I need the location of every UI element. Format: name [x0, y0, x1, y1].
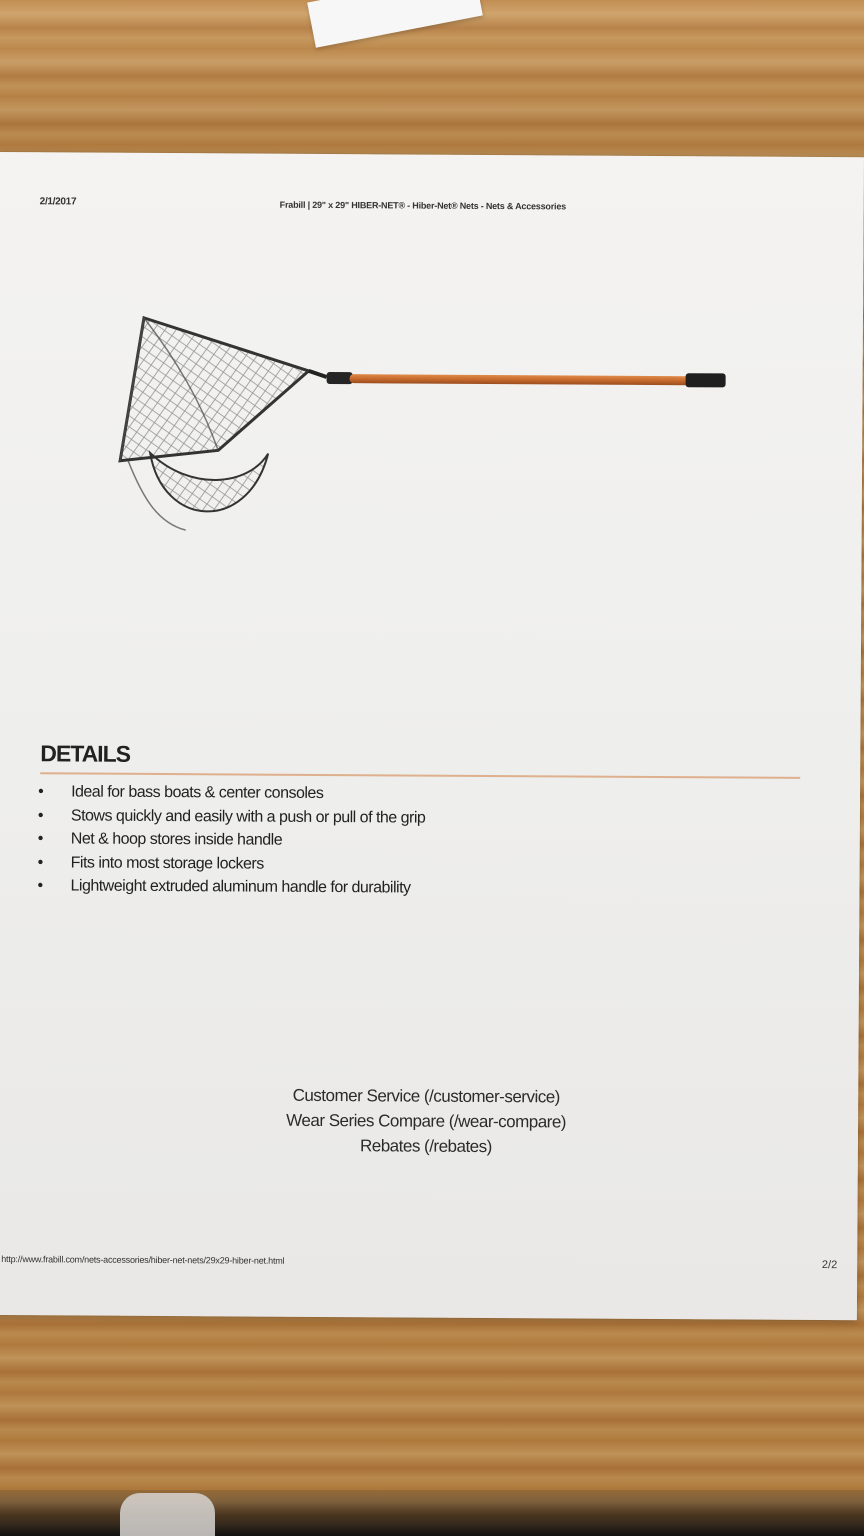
page-date: 2/1/2017	[39, 196, 77, 208]
details-item-storage-lockers: • Fits into most storage lockers	[38, 851, 426, 877]
details-item-stows-quickly: • Stows quickly and easily with a push or pull of the grip	[38, 804, 426, 830]
customer-service-link: Customer Service (/customer-service)	[292, 1085, 560, 1107]
details-divider	[40, 772, 800, 779]
details-item-aluminum-handle: • Lightweight extruded aluminum handle for durability	[37, 874, 425, 900]
page-number: 2/2	[821, 1259, 838, 1272]
page-header-title: Frabill | 29" x 29" HIBER-NET® - Hiber-Net® Nets - Nets & Accessories	[279, 199, 566, 212]
details-item-bass-boats: • Ideal for bass boats & center consoles	[38, 780, 426, 806]
wear-series-compare-link: Wear Series Compare (/wear-compare)	[286, 1110, 567, 1132]
rebates-link: Rebates (/rebates)	[359, 1136, 492, 1157]
details-heading: DETAILS	[40, 740, 131, 767]
footer-links	[0, 1081, 858, 1161]
landing-net-icon	[108, 308, 750, 562]
sock-shape	[120, 1493, 215, 1536]
details-item-hoop-storage: • Net & hoop stores inside handle	[38, 827, 426, 853]
printed-page	[0, 152, 864, 1320]
printed-url: http://www.frabill.com/nets-accessories/hiber-net-nets/29x29-hiber-net.html	[1, 1254, 285, 1266]
details-list	[37, 780, 425, 900]
